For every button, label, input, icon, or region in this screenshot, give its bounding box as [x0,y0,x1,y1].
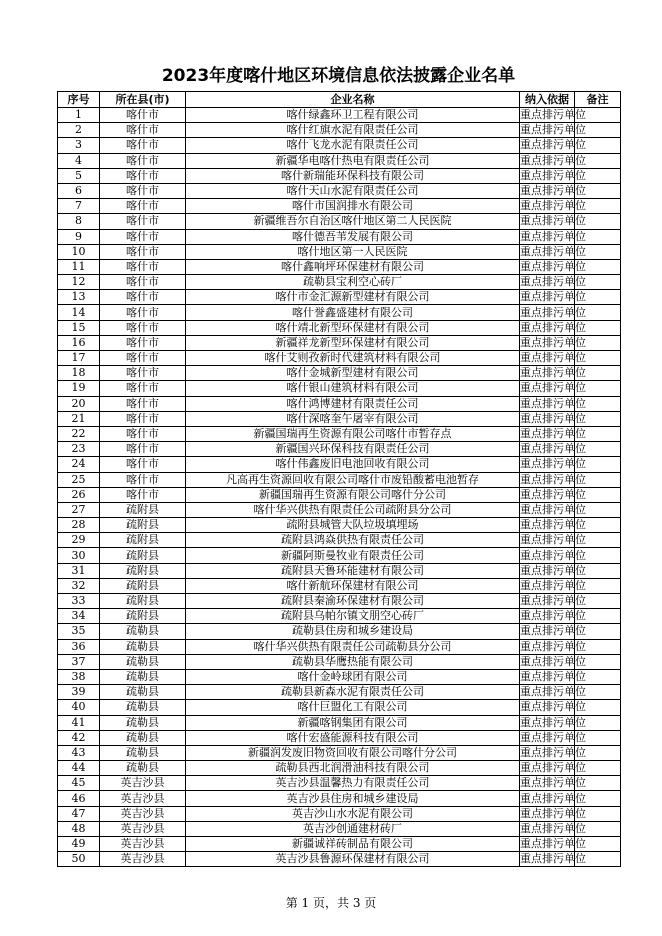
table-row [58,685,621,700]
cell-county: 喀什市 [100,123,186,138]
cell-serial: 26 [58,487,100,502]
cell-basis: 重点排污单位 [520,351,586,365]
cell-company-name: 新疆祥龙新型环保建材有限公司 [186,335,520,350]
cell-county: 喀什市 [100,138,186,153]
cell-county: 喀什市 [100,472,186,487]
cell-county: 英吉沙县 [100,821,186,836]
header-county: 所在县(市) [100,92,186,108]
cell-basis: 重点排污单位 [520,548,586,562]
cell-serial: 36 [58,639,100,654]
table-row [58,229,621,244]
cell-basis: 重点排污单位 [520,791,586,805]
cell-county: 疏勒县 [100,745,186,760]
cell-basis: 重点排污单位 [520,533,586,547]
cell-county: 英吉沙县 [100,852,186,867]
table-row [58,533,621,548]
cell-basis: 重点排污单位 [520,670,586,684]
cell-basis: 重点排污单位 [520,821,586,835]
enterprise-table [57,91,621,867]
cell-company-name: 喀什宏盛能源科技有限公司 [186,730,520,745]
table-row [58,335,621,350]
cell-company-name: 喀什绿鑫环卫工程有限公司 [186,108,520,123]
table-row [58,776,621,791]
cell-serial: 24 [58,457,100,472]
table-row [58,138,621,153]
cell-company-name: 凡高再生资源回收有限公司喀什市废铅酸蓄电池暂存 [186,472,520,487]
cell-county: 喀什市 [100,487,186,502]
cell-basis: 重点排污单位 [520,487,586,501]
cell-county: 喀什市 [100,351,186,366]
cell-county: 英吉沙县 [100,806,186,821]
cell-serial: 29 [58,533,100,548]
table-row [58,259,621,274]
cell-serial: 28 [58,518,100,533]
table-row [58,624,621,639]
cell-company-name: 疏附县乌帕尔镇文朋空心砖厂 [186,609,520,624]
table-row [58,168,621,183]
cell-serial: 20 [58,396,100,411]
cell-county: 喀什市 [100,426,186,441]
cell-serial: 14 [58,305,100,320]
cell-county: 喀什市 [100,335,186,350]
table-row [58,305,621,320]
cell-company-name: 英吉沙创通建材砖厂 [186,821,520,836]
cell-basis: 重点排污单位 [520,138,586,152]
table-row [58,396,621,411]
cell-county: 疏勒县 [100,715,186,730]
cell-county: 疏勒县 [100,685,186,700]
table-row [58,290,621,305]
cell-basis: 重点排污单位 [520,275,586,289]
cell-basis: 重点排污单位 [520,502,586,516]
table-row [58,351,621,366]
cell-serial: 19 [58,381,100,396]
cell-basis: 重点排污单位 [520,806,586,820]
cell-county: 疏附县 [100,578,186,593]
cell-basis: 重点排污单位 [520,639,586,653]
cell-serial: 1 [58,108,100,123]
cell-company-name: 喀什深喀奎午屠宰有限公司 [186,411,520,426]
cell-county: 疏勒县 [100,654,186,669]
cell-serial: 27 [58,502,100,517]
cell-basis: 重点排污单位 [520,700,586,714]
cell-company-name: 英吉沙县鲁源环保建材有限公司 [186,852,520,867]
cell-county: 喀什市 [100,320,186,335]
table-row [58,730,621,745]
cell-serial: 10 [58,244,100,259]
cell-company-name: 喀什新瑞能环保科技有限公司 [186,168,520,183]
cell-basis: 重点排污单位 [520,184,586,198]
table-row [58,548,621,563]
cell-basis: 重点排污单位 [520,305,586,319]
cell-county: 喀什市 [100,229,186,244]
cell-serial: 42 [58,730,100,745]
table-row [58,791,621,806]
table-row [58,457,621,472]
cell-basis: 重点排污单位 [520,442,586,456]
cell-county: 喀什市 [100,457,186,472]
cell-county: 喀什市 [100,442,186,457]
cell-serial: 2 [58,123,100,138]
cell-basis: 重点排污单位 [520,108,586,122]
cell-basis: 重点排污单位 [520,624,586,638]
cell-serial: 3 [58,138,100,153]
cell-basis: 重点排污单位 [520,366,586,380]
cell-serial: 11 [58,259,100,274]
cell-basis: 重点排污单位 [520,320,586,334]
cell-company-name: 喀什金岭球团有限公司 [186,669,520,684]
cell-basis: 重点排污单位 [520,411,586,425]
cell-county: 疏勒县 [100,639,186,654]
table-row [58,123,621,138]
cell-county: 喀什市 [100,199,186,214]
cell-county: 喀什市 [100,275,186,290]
cell-company-name: 喀什金城新型建材有限公司 [186,366,520,381]
cell-company-name: 喀什鸿博建材有限责任公司 [186,396,520,411]
table-row [58,837,621,852]
cell-company-name: 新疆国兴环保科技有限责任公司 [186,442,520,457]
cell-serial: 45 [58,776,100,791]
cell-county: 喀什市 [100,290,186,305]
cell-company-name: 新疆国瑞再生资源有限公司喀什市暂存点 [186,426,520,441]
table-row [58,821,621,836]
cell-company-name: 新疆维吾尔自治区喀什地区第二人民医院 [186,214,520,229]
cell-basis: 重点排污单位 [520,745,586,759]
cell-serial: 4 [58,153,100,168]
cell-company-name: 喀什地区第一人民医院 [186,244,520,259]
cell-basis: 重点排污单位 [520,852,586,866]
table-row [58,518,621,533]
table-row [58,214,621,229]
cell-serial: 12 [58,275,100,290]
cell-county: 喀什市 [100,381,186,396]
cell-serial: 33 [58,594,100,609]
cell-serial: 32 [58,578,100,593]
cell-basis: 重点排污单位 [520,730,586,744]
cell-serial: 23 [58,442,100,457]
cell-serial: 47 [58,806,100,821]
cell-basis: 重点排污单位 [520,199,586,213]
table-row [58,700,621,715]
cell-serial: 46 [58,791,100,806]
cell-serial: 8 [58,214,100,229]
header-serial: 序号 [58,92,100,108]
cell-serial: 39 [58,685,100,700]
cell-basis: 重点排污单位 [520,837,586,851]
cell-serial: 44 [58,761,100,776]
table-row [58,199,621,214]
cell-company-name: 喀什鑫响坪环保建材有限公司 [186,259,520,274]
table-row [58,320,621,335]
table-row [58,852,621,867]
table-row [58,381,621,396]
cell-company-name: 喀什伟鑫废旧电池回收有限公司 [186,457,520,472]
table-row [58,654,621,669]
cell-company-name: 喀什天山水泥有限责任公司 [186,183,520,198]
cell-basis: 重点排污单位 [520,518,586,532]
cell-company-name: 喀什市金汇源新型建材有限公司 [186,290,520,305]
cell-basis: 重点排污单位 [520,259,586,273]
cell-county: 喀什市 [100,153,186,168]
cell-basis: 重点排污单位 [520,685,586,699]
cell-serial: 25 [58,472,100,487]
cell-serial: 17 [58,351,100,366]
cell-basis: 重点排污单位 [520,168,586,182]
cell-company-name: 喀什市国润排水有限公司 [186,199,520,214]
cell-company-name: 疏勒县宝利空心砖厂 [186,275,520,290]
cell-basis: 重点排污单位 [520,229,586,243]
cell-company-name: 疏勒县新森水泥有限责任公司 [186,685,520,700]
cell-county: 疏勒县 [100,730,186,745]
cell-county: 喀什市 [100,168,186,183]
table-row [58,442,621,457]
cell-company-name: 疏附县秦渝环保建材有限公司 [186,594,520,609]
cell-county: 喀什市 [100,366,186,381]
cell-county: 疏附县 [100,609,186,624]
cell-company-name: 疏附县天鲁环能建材有限公司 [186,563,520,578]
cell-serial: 34 [58,609,100,624]
cell-county: 喀什市 [100,108,186,123]
cell-county: 喀什市 [100,214,186,229]
cell-company-name: 喀什巨盟化工有限公司 [186,700,520,715]
cell-basis: 重点排污单位 [520,654,586,668]
table-row [58,153,621,168]
table-row [58,806,621,821]
table-row [58,275,621,290]
cell-serial: 13 [58,290,100,305]
cell-company-name: 喀什誉鑫盛建材有限公司 [186,305,520,320]
cell-company-name: 新疆诚祥砖制品有限公司 [186,837,520,852]
table-row [58,761,621,776]
cell-company-name: 喀什银山建筑材料有限公司 [186,381,520,396]
cell-basis: 重点排污单位 [520,153,586,167]
cell-basis: 重点排污单位 [520,123,586,137]
cell-company-name: 喀什新航环保建材有限公司 [186,578,520,593]
cell-serial: 48 [58,821,100,836]
cell-serial: 49 [58,837,100,852]
cell-basis: 重点排污单位 [520,427,586,441]
cell-company-name: 疏附县城管大队垃圾填埋场 [186,518,520,533]
cell-company-name: 疏勒县西北润滑油科技有限公司 [186,761,520,776]
cell-company-name: 疏勒县华鹰热能有限公司 [186,654,520,669]
table-row [58,639,621,654]
cell-county: 疏附县 [100,563,186,578]
cell-basis: 重点排污单位 [520,578,586,592]
cell-county: 喀什市 [100,396,186,411]
cell-county: 疏附县 [100,594,186,609]
cell-company-name: 新疆阿斯曼牧业有限责任公司 [186,548,520,563]
table-row [58,563,621,578]
header-remarks: 备注 [575,92,621,108]
cell-company-name: 新疆国瑞再生资源有限公司喀什分公司 [186,487,520,502]
table-row [58,426,621,441]
cell-county: 疏勒县 [100,700,186,715]
cell-company-name: 疏附县鸿焱供热有限责任公司 [186,533,520,548]
cell-county: 喀什市 [100,259,186,274]
cell-company-name: 喀什华兴供热有限责任公司疏勒县分公司 [186,639,520,654]
table-row [58,366,621,381]
table-body [58,108,621,867]
cell-company-name: 疏勒县住房和城乡建设局 [186,624,520,639]
cell-county: 英吉沙县 [100,837,186,852]
cell-basis: 重点排污单位 [520,457,586,471]
cell-company-name: 喀什华兴供热有限责任公司疏附县分公司 [186,502,520,517]
table-row [58,745,621,760]
cell-serial: 6 [58,183,100,198]
table-row [58,244,621,259]
cell-serial: 16 [58,335,100,350]
cell-county: 疏勒县 [100,624,186,639]
header-company-name: 企业名称 [186,92,520,108]
cell-serial: 7 [58,199,100,214]
cell-serial: 41 [58,715,100,730]
cell-basis: 重点排污单位 [520,381,586,395]
cell-county: 疏附县 [100,548,186,563]
cell-county: 疏附县 [100,518,186,533]
cell-serial: 50 [58,852,100,867]
cell-serial: 22 [58,426,100,441]
page-footer: 第 1 页，共 3 页 [285,896,377,910]
table-row [58,669,621,684]
cell-county: 疏勒县 [100,669,186,684]
cell-county: 疏附县 [100,533,186,548]
cell-basis: 重点排污单位 [520,609,586,623]
cell-basis: 重点排污单位 [520,715,586,729]
cell-basis: 重点排污单位 [520,335,586,349]
cell-company-name: 喀什艾则孜新时代建筑材料有限公司 [186,351,520,366]
cell-county: 英吉沙县 [100,791,186,806]
cell-serial: 5 [58,168,100,183]
table-header-row [58,92,621,108]
cell-basis: 重点排污单位 [520,396,586,410]
cell-serial: 21 [58,411,100,426]
table-row [58,578,621,593]
table-row [58,715,621,730]
cell-county: 喀什市 [100,305,186,320]
cell-basis: 重点排污单位 [520,214,586,228]
cell-serial: 15 [58,320,100,335]
cell-county: 疏附县 [100,502,186,517]
cell-basis: 重点排污单位 [520,761,586,775]
cell-county: 喀什市 [100,411,186,426]
cell-company-name: 新疆喀钢集团有限公司 [186,715,520,730]
cell-basis: 重点排污单位 [520,563,586,577]
cell-basis: 重点排污单位 [520,472,586,486]
cell-company-name: 英吉沙县温馨热力有限责任公司 [186,776,520,791]
cell-company-name: 喀什德吾苇发展有限公司 [186,229,520,244]
cell-serial: 31 [58,563,100,578]
cell-company-name: 新疆华电喀什热电有限责任公司 [186,153,520,168]
cell-serial: 9 [58,229,100,244]
cell-serial: 37 [58,654,100,669]
cell-company-name: 喀什红旗水泥有限责任公司 [186,123,520,138]
cell-basis: 重点排污单位 [520,290,586,304]
cell-county: 喀什市 [100,183,186,198]
cell-serial: 43 [58,745,100,760]
table-row [58,609,621,624]
cell-county: 疏勒县 [100,761,186,776]
cell-company-name: 英吉沙山水水泥有限公司 [186,806,520,821]
cell-serial: 40 [58,700,100,715]
cell-company-name: 喀什靖北新型环保建材有限公司 [186,320,520,335]
table-row [58,594,621,609]
table-row [58,472,621,487]
cell-county: 英吉沙县 [100,776,186,791]
cell-basis: 重点排污单位 [520,776,586,790]
cell-company-name: 英吉沙县住房和城乡建设局 [186,791,520,806]
cell-company-name: 新疆润发废旧物资回收有限公司喀什分公司 [186,745,520,760]
cell-basis: 重点排污单位 [520,244,586,258]
cell-county: 喀什市 [100,244,186,259]
document-title: 2023年度喀什地区环境信息依法披露企业名单 [161,66,516,86]
cell-serial: 30 [58,548,100,563]
cell-company-name: 喀什飞龙水泥有限责任公司 [186,138,520,153]
header-basis: 纳入依据 [520,92,575,108]
cell-basis: 重点排污单位 [520,594,586,608]
table-row [58,183,621,198]
cell-serial: 38 [58,669,100,684]
table-row [58,411,621,426]
table-row [58,502,621,517]
table-row [58,487,621,502]
table-row [58,108,621,123]
cell-serial: 35 [58,624,100,639]
cell-serial: 18 [58,366,100,381]
